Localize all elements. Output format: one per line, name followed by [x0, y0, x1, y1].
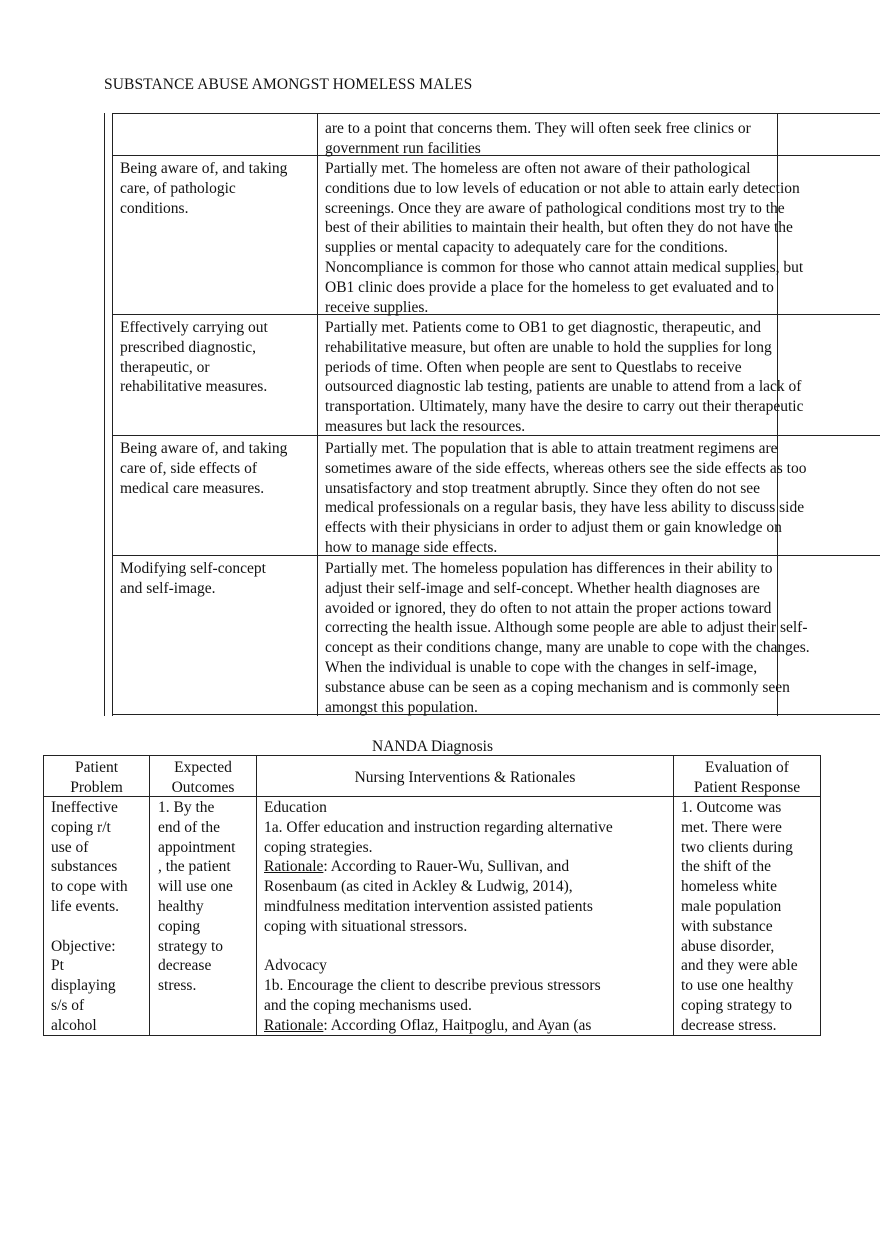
cell-nursing-interventions: Education 1a. Offer education and instruction regarding alternative coping strategies. Rationale: According to Rauer-Wu, Sullivan, and Rosenbaum (as cited in Ackley & Ludwig, 2014), mindfulness meditation intervention assisted patients coping with situational stressors. Advocacy 1b. Encourage the client to describe previous stressors and the coping mechanisms used. Rationale: According Oflaz, Haitpoglu, and Ayan (as	[264, 799, 613, 1034]
nanda-table	[43, 755, 821, 1036]
table-row-criterion: Modifying self-concept and self-image.	[120, 560, 266, 597]
column-divider	[317, 113, 318, 716]
table-row	[325, 119, 751, 159]
header-patient-problem: Patient Problem	[70, 759, 123, 796]
rationale-label: Rationale	[264, 1016, 324, 1034]
table-border-left-inner	[112, 113, 113, 716]
cell-text-line: are to a point that concerns them. They will often seek free clinics or	[325, 120, 751, 137]
row-divider	[112, 113, 880, 114]
table-row-criterion: Being aware of, and taking care, of pathologic conditions.	[120, 160, 288, 217]
table-row-evaluation: Partially met. The homeless are often not aware of their pathological conditions due to low levels of education or not able to attain early detection screenings. Once they are aware of pathological conditions most try to the best of their abilities to maintain their health, but often they do not have the supplies or mental capacity to adequately care for the conditions. Noncompliance is common for those who cannot attain medical supplies, but OB1 clinic does provide a place for the homeless to get evaluated and to receive supplies.	[325, 160, 804, 316]
cell-expected-outcomes: 1. By the end of the appointment , the patient will use one healthy coping strategy to decrease stress.	[158, 799, 236, 995]
cell-evaluation: 1. Outcome was met. There were two clients during the shift of the homeless white male population with substance abuse disorder, and they were able to use one healthy coping strategy to decrease stress.	[681, 799, 798, 1034]
page-title: SUBSTANCE ABUSE AMONGST HOMELESS MALES	[104, 76, 473, 93]
header-evaluation: Evaluation of Patient Response	[693, 759, 801, 796]
goals-table	[104, 113, 880, 716]
cell-text-line: government run facilities	[325, 139, 481, 157]
header-expected-outcomes: Expected Outcomes	[171, 759, 235, 796]
table-row-evaluation: Partially met. Patients come to OB1 to get diagnostic, therapeutic, and rehabilitative measure, but often are unable to hold the supplies for long periods of time. Often when people are sent to Questlabs to receive outsourced diagnostic lab testing, patients are unable to attend from a lack of transportation. Ultimately, many have the desire to carry out their therapeutic measures but lack the resources.	[325, 319, 804, 435]
education-heading: Education	[264, 799, 327, 816]
table-border-right	[820, 755, 821, 1036]
table-row-evaluation: Partially met. The population that is able to attain treatment regimens are sometimes aware of the side effects, whereas others see the side effects as too unsatisfactory and stop treatment abruptly. Since they often do not see medical professionals on a regular basis, they have less ability to discuss side effects with their physicians in order to adjust them or gain knowledge on how to manage side effects.	[325, 440, 807, 556]
table-border-left	[104, 113, 105, 716]
advocacy-heading: Advocacy	[264, 957, 327, 975]
cell-patient-problem: Ineffective coping r/t use of substances to cope with life events. Objective: Pt displaying s/s of alcohol	[51, 799, 128, 1034]
table-row-evaluation: Partially met. The homeless population has differences in their ability to adjust their self-image and self-concept. Whether health diagnoses are avoided or ignored, they do often to not attain the proper actions toward correcting the health issue. Although some people are able to adjust their self- concept as their conditions change, many are unable to cope with the changes. When the individual is unable to cope with the changes in self-image, substance abuse can be seen as a coping mechanism and is commonly seen amongst this population.	[325, 560, 810, 716]
table-row-criterion: Being aware of, and taking care of, side effects of medical care measures.	[120, 440, 288, 497]
table-border-top	[43, 755, 821, 756]
table-row-criterion: Effectively carrying out prescribed diagnostic, therapeutic, or rehabilitative measures.	[120, 319, 268, 396]
rationale-label: Rationale	[264, 858, 324, 876]
header-nursing-interventions: Nursing Interventions & Rationales	[354, 769, 576, 786]
column-divider	[256, 755, 257, 1036]
table-caption: NANDA Diagnosis	[372, 738, 493, 755]
